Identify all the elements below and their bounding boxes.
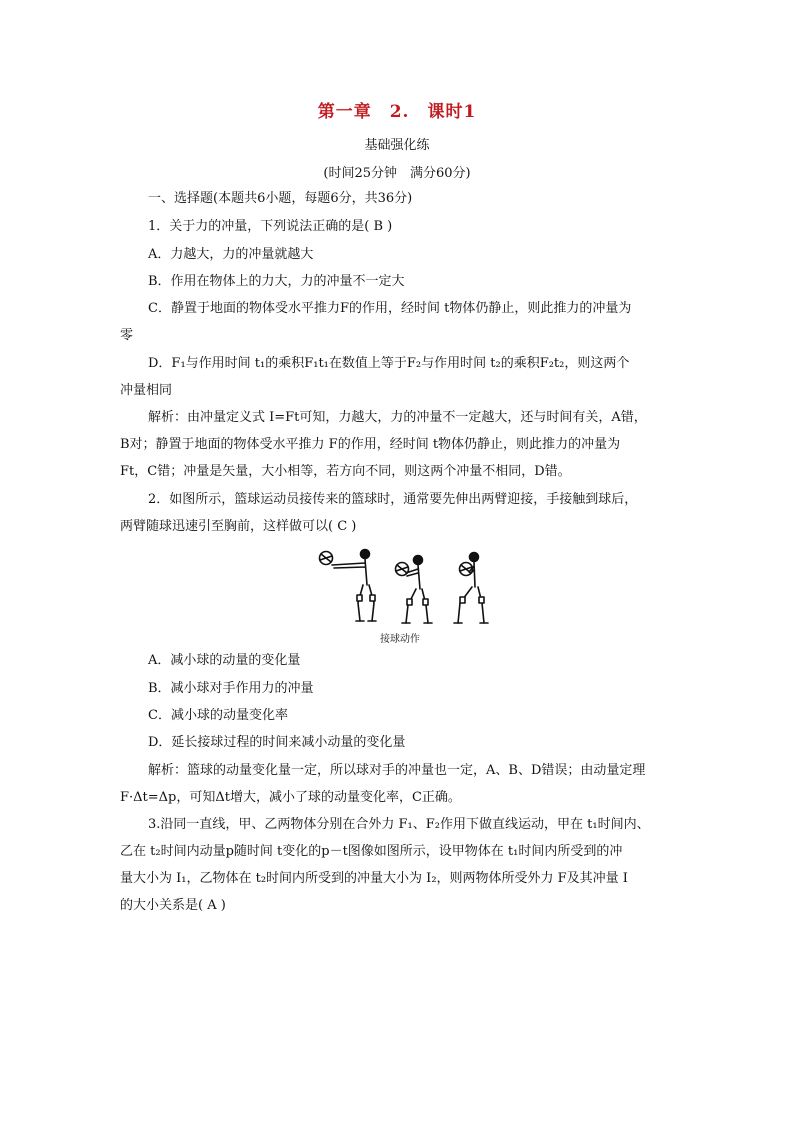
q2-option-c: C．减小球的动量变化率 — [148, 708, 288, 723]
q1-analysis-line2: B对；静置于地面的物体受水平推力 F的作用，经时间 t物体仍静止，则此推力的冲量为 — [120, 437, 621, 452]
q1-option-a: A．力越大，力的冲量就越大 — [148, 247, 314, 262]
q3-stem-line4: 的大小关系是( A ) — [120, 898, 226, 913]
q2-stem-line2: 两臂随球迅速引至胸前，这样做可以( C ) — [120, 519, 357, 534]
q2-analysis-line2: F·Δt=Δp，可知Δt增大，减小了球的动量变化率，C正确。 — [120, 790, 461, 805]
q1-option-c-line1: C．静置于地面的物体受水平推力F的作用，经时间 t物体仍静止，则此推力的冲量为 — [148, 301, 632, 316]
q2-analysis-line1: 解析：篮球的动量变化量一定，所以球对手的冲量也一定，A、B、D错误；由动量定理 — [148, 763, 646, 778]
q2-option-b: B．减小球对手作用力的冲量 — [148, 681, 314, 696]
q2-option-d: D．延长接球过程的时间来减小动量的变化量 — [148, 735, 406, 750]
section-subtitle: 基础强化练 — [364, 138, 430, 153]
time-limit: (时间25分钟 满分60分) — [323, 166, 471, 181]
q1-analysis-line3: Ft，C错；冲量是矢量，大小相等，若方向不同，则这两个冲量不相同，D错。 — [120, 464, 571, 479]
q1-option-d-line1: D．F₁与作用时间 t₁的乘积F₁t₁在数值上等于F₂与作用时间 t₂的乘积F₂t₂，则这两个 — [148, 356, 630, 371]
q1-stem: 1．关于力的冲量，下列说法正确的是( B ) — [148, 219, 393, 234]
q1-option-c-line2: 零 — [120, 328, 134, 343]
q1-option-d-line2: 冲量相同 — [120, 383, 173, 398]
section-heading: 一、选择题(本题共6小题，每题6分，共36分) — [148, 191, 413, 206]
q1-option-b: B．作用在物体上的力大，力的冲量不一定大 — [148, 274, 405, 289]
figure-caption: 接球动作 — [380, 634, 420, 645]
page-title: 第一章 2. 课时1 — [317, 102, 477, 122]
q3-stem-line2: 乙在 t₂时间内动量p随时间 t变化的p－t图像如图所示，设甲物体在 t₁时间内所受到的冲 — [120, 844, 623, 859]
q2-stem-line1: 2．如图所示，篮球运动员接传来的篮球时，通常要先伸出两臂迎接，手接触到球后， — [148, 492, 638, 507]
q3-stem-line3: 量大小为 I₁，乙物体在 t₂时间内所受到的冲量大小为 I₂，则两物体所受外力 F及其冲量 I — [120, 871, 628, 886]
q1-analysis-line1: 解析：由冲量定义式 I=Ft可知，力越大，力的冲量不一定越大，还与时间有关，A错， — [148, 410, 647, 425]
catch-ball-figure — [310, 545, 490, 631]
q2-option-a: A．减小球的动量的变化量 — [148, 653, 301, 668]
q3-stem-line1: 3.沿同一直线，甲、乙两物体分别在合外力 F₁、F₂作用下做直线运动，甲在 t₁时间内、 — [148, 817, 650, 832]
